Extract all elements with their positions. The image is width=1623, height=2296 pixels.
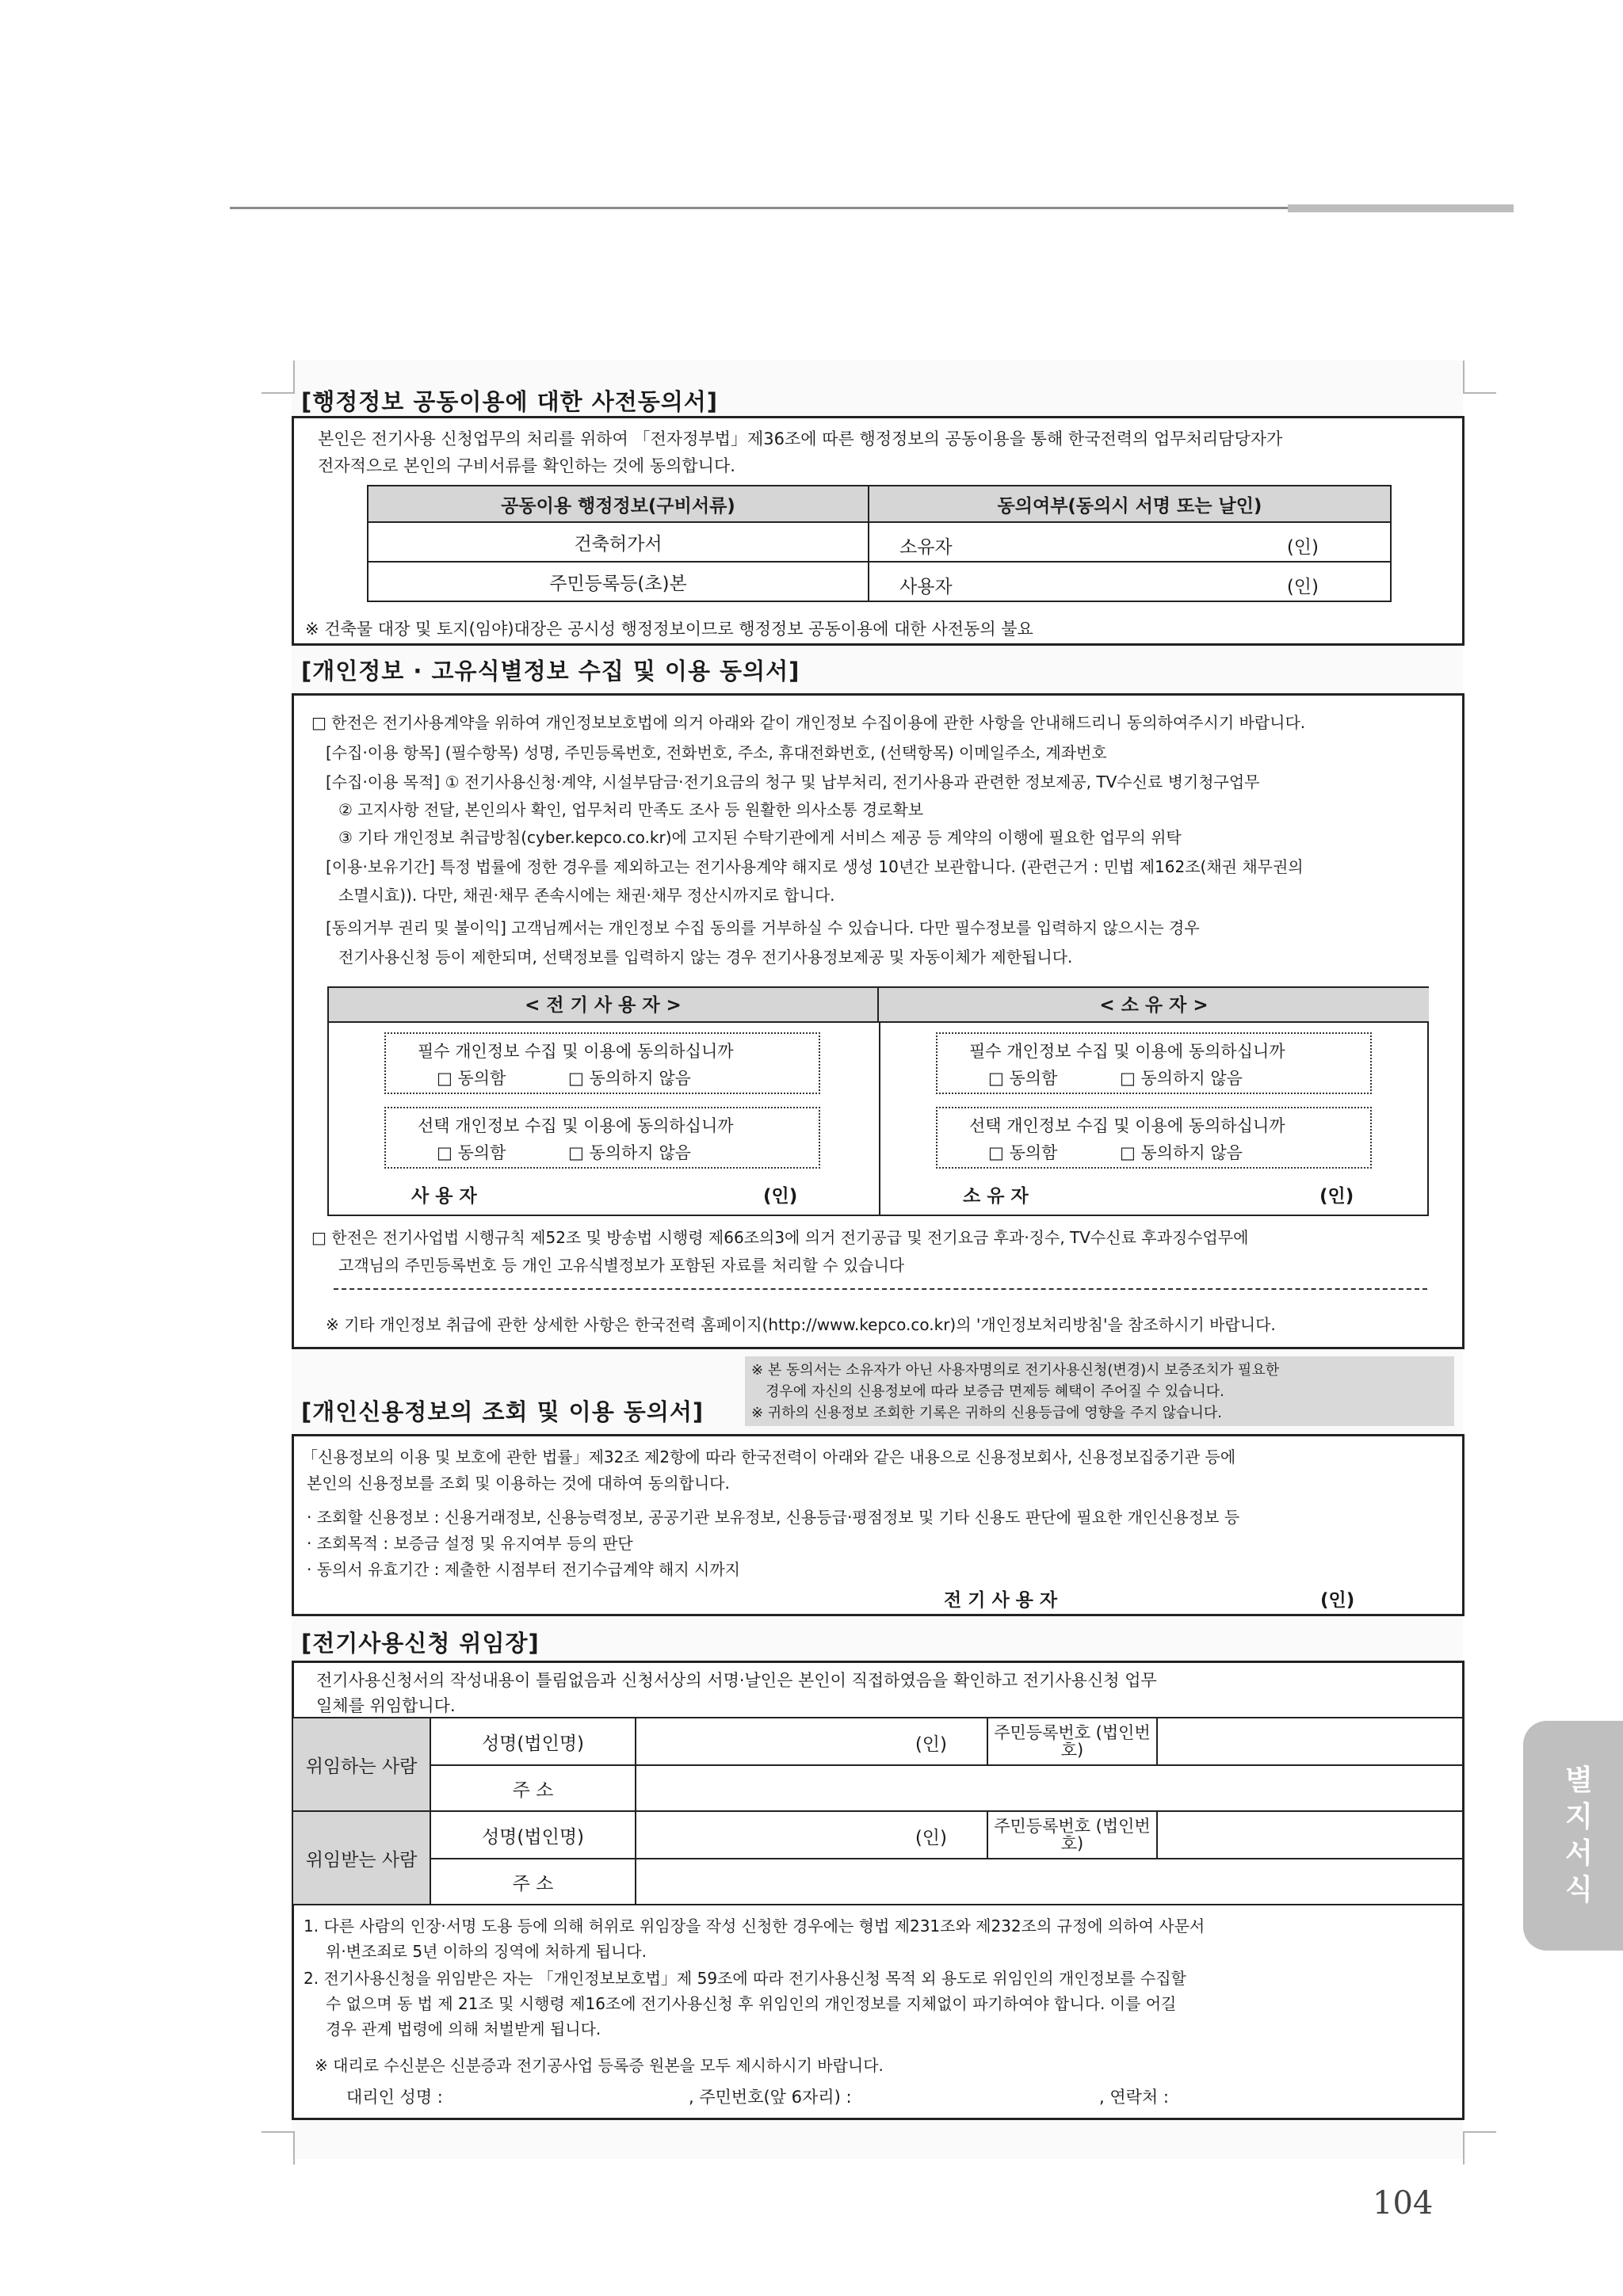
seal-field[interactable]: (인): [763, 1186, 798, 1207]
power-of-attorney-box: [292, 1661, 1465, 2120]
disagree-checkbox[interactable]: □ 동의하지 않음: [1120, 1069, 1243, 1088]
personal-info-box: [292, 693, 1465, 1349]
credit-signer-label: 전 기 사 용 자: [944, 1590, 1058, 1611]
attorney-table: [292, 1717, 1465, 1905]
crop-mark: [1463, 360, 1496, 394]
column-header-user: < 전 기 사 용 자 >: [329, 988, 879, 1023]
delegator-id-field[interactable]: [1157, 1718, 1464, 1765]
attorney-intro: 일체를 위임합니다.: [316, 1696, 456, 1715]
crop-mark: [262, 360, 295, 394]
delegatee-name-field[interactable]: [636, 1811, 987, 1859]
consent-text: 고객님의 주민등록번호 등 개인 고유식별정보가 포함된 자료를 처리할 수 있습니다: [338, 1256, 905, 1275]
delegatee-label: 위임받는 사람: [292, 1811, 430, 1905]
agent-name-label: 대리인 성명 :: [346, 2088, 443, 2107]
consent-text: □ 한전은 전기사용계약을 위하여 개인정보보호법에 의거 아래와 같이 개인정보 수집이용에 관한 사항을 안내해드리니 동의하여주시기 바랍니다.: [311, 713, 1306, 732]
admin-info-note: ※ 건축물 대장 및 토지(임야)대장은 공시성 행정정보이므로 행정정보 공동이용에 대한 사전동의 불요: [305, 620, 1033, 639]
owner-optional-consent: [936, 1107, 1372, 1169]
divider: [334, 1288, 1427, 1290]
disagree-checkbox[interactable]: □ 동의하지 않음: [568, 1143, 691, 1162]
consent-text: [동의거부 권리 및 불이익] 고객님께서는 개인정보 수집 동의를 거부하실 수 있습니다. 다만 필수정보를 입력하지 않으시는 경우: [326, 918, 1200, 937]
table-row: [368, 562, 1391, 601]
agent-contact-label: , 연락처 :: [1099, 2088, 1169, 2107]
delegator-name-field[interactable]: [636, 1718, 987, 1765]
consent-text: □ 한전은 전기사업법 시행규칙 제52조 및 방송법 시행령 제66조의3에 의거 전기공급 및 전기요금 후과·징수, TV수신료 후과징수업무에: [311, 1228, 1249, 1247]
section-title-personal-info: [개인정보 · 고유식별정보 수집 및 이용 동의서]: [301, 658, 800, 685]
agent-id-label: , 주민번호(앞 6자리) :: [689, 2088, 852, 2107]
table-cell: 소유자: [899, 537, 953, 558]
table-row: [368, 522, 1391, 562]
user-required-consent: [384, 1032, 820, 1094]
delegator-label: 위임하는 사람: [292, 1718, 430, 1811]
agree-checkbox[interactable]: □ 동의함: [988, 1069, 1058, 1088]
id-label: 주민등록번호 (법인번호): [987, 1811, 1157, 1859]
table-cell: 건축허가서: [368, 522, 869, 562]
seal-field[interactable]: (인): [915, 1828, 947, 1848]
attorney-note: 수 없으며 동 법 제 21조 및 시행령 제16조에 전기사용신청 후 위임인의 개인정보를 지체없이 파기하여야 합니다. 이를 어길: [326, 1994, 1177, 2013]
credit-text: · 조회목적 : 보증금 설정 및 유지여부 등의 판단: [307, 1534, 633, 1553]
admin-info-text: 본인은 전기사용 신청업무의 처리를 위하여 「전자정부법」제36조에 따른 행정정보의 공동이용을 통해 한국전력의 업무처리담당자가: [318, 429, 1283, 448]
admin-info-table: [367, 485, 1392, 602]
optional-question: 선택 개인정보 수집 및 이용에 동의하십니까: [418, 1116, 734, 1135]
table-cell: 사용자: [899, 577, 953, 597]
attorney-note: 1. 다른 사람의 인장·서명 도용 등에 의해 허위로 위임장을 작성 신청한 경우에는 형법 제231조와 제232조의 규정에 의하여 사문서: [304, 1917, 1205, 1936]
side-tab-label: 별지서식: [1565, 1764, 1593, 1906]
page-number: 104: [1373, 2185, 1434, 2222]
consent-text: [수집·이용 목적] ① 전기사용신청·계약, 시설부담금·전기요금의 청구 및 납부처리, 전기사용과 관련한 정보제공, TV수신료 병기청구업무: [326, 772, 1260, 791]
name-label: 성명(법인명): [430, 1811, 636, 1859]
credit-text: 본인의 신용정보를 조회 및 이용하는 것에 대하여 동의합니다.: [307, 1474, 730, 1493]
seal-field[interactable]: (인): [915, 1734, 947, 1755]
agree-checkbox[interactable]: □ 동의함: [437, 1069, 506, 1088]
seal-field[interactable]: (인): [1319, 1186, 1354, 1207]
seal-field[interactable]: (인): [1286, 537, 1319, 558]
name-label: 성명(법인명): [430, 1718, 636, 1765]
disagree-checkbox[interactable]: □ 동의하지 않음: [1120, 1143, 1243, 1162]
id-label: 주민등록번호 (법인번호): [987, 1718, 1157, 1765]
consent-text: ③ 기타 개인정보 취급방침(cyber.kepco.co.kr)에 고지된 수탁기관에게 서비스 제공 등 계약의 이행에 필요한 업무의 위탁: [338, 828, 1182, 847]
agent-note: ※ 대리로 수신분은 신분증과 전기공사업 등록증 원본을 모두 제시하시기 바랍니다.: [315, 2056, 884, 2075]
delegator-address-field[interactable]: [636, 1765, 1464, 1811]
crop-mark: [1463, 2131, 1496, 2164]
user-optional-consent: [384, 1107, 820, 1169]
user-signature-label: 사 용 자: [411, 1186, 477, 1207]
delegatee-address-field[interactable]: [636, 1859, 1464, 1905]
attorney-note: 위·변조죄로 5년 이하의 징역에 처하게 됩니다.: [326, 1942, 647, 1961]
attorney-intro: 전기사용신청서의 작성내용이 틀림없음과 신청서상의 서명·날인은 본인이 직접하였음을 확인하고 전기사용신청 업무: [316, 1671, 1157, 1690]
consent-text: 소멸시효)). 다만, 채권·채무 존속시에는 채권·채무 정산시까지로 합니다.: [338, 886, 835, 905]
required-question: 필수 개인정보 수집 및 이용에 동의하십니까: [969, 1042, 1285, 1061]
seal-field[interactable]: (인): [1286, 577, 1319, 597]
section-title-credit-info: [개인신용정보의 조회 및 이용 동의서]: [301, 1398, 705, 1425]
credit-text: 「신용정보의 이용 및 보호에 관한 법률」제32조 제2항에 따라 한국전력이 아래와 같은 내용으로 신용정보회사, 신용정보집중기관 등에: [302, 1447, 1236, 1466]
disagree-checkbox[interactable]: □ 동의하지 않음: [568, 1069, 691, 1088]
optional-question: 선택 개인정보 수집 및 이용에 동의하십니까: [969, 1116, 1285, 1135]
consent-note: ※ 기타 개인정보 취급에 관한 상세한 사항은 한국전력 홈페이지(http://www.kepco.co.kr)의 '개인정보처리방침'을 참조하시기 바랍니다.: [326, 1315, 1276, 1334]
credit-info-box: [292, 1434, 1465, 1616]
required-question: 필수 개인정보 수집 및 이용에 동의하십니까: [418, 1042, 734, 1061]
section-title-admin-info: [행정정보 공동이용에 대한 사전동의서]: [301, 388, 719, 415]
grid-divider: [879, 1023, 880, 1216]
address-label: 주 소: [430, 1765, 636, 1811]
attorney-note: 2. 전기사용신청을 위임받은 자는 「개인정보보호법」제 59조에 따라 전기사용신청 목적 외 용도로 위임인의 개인정보를 수집할: [304, 1969, 1186, 1988]
owner-required-consent: [936, 1032, 1372, 1094]
consent-text: ② 고지사항 전달, 본인의사 확인, 업무처리 만족도 조사 등 원활한 의사소통 경로확보: [338, 800, 924, 819]
section-title-power-of-attorney: [전기사용신청 위임장]: [301, 1630, 540, 1657]
table-header: 동의여부(동의시 서명 또는 날인): [869, 486, 1391, 522]
credit-info-grey-note: [745, 1356, 1454, 1426]
consent-text: 전기사용신청 등이 제한되며, 선택정보를 입력하지 않는 경우 전기사용정보제공 및 자동이체가 제한됩니다.: [338, 948, 1073, 967]
credit-text: · 조회할 신용정보 : 신용거래정보, 신용능력정보, 공공기관 보유정보, 신용등급·평점정보 및 기타 신용도 판단에 필요한 개인신용정보 등: [307, 1508, 1240, 1527]
delegatee-id-field[interactable]: [1157, 1811, 1464, 1859]
crop-mark: [262, 2131, 295, 2164]
consent-text: [이용·보유기간] 특정 법률에 정한 경우를 제외하고는 전기사용계약 해지로 생성 10년간 보관합니다. (관련근거 : 민법 제162조(채권 채무권의: [326, 857, 1304, 876]
owner-signature-label: 소 유 자: [963, 1186, 1029, 1207]
seal-field[interactable]: (인): [1320, 1590, 1355, 1611]
header-rule-accent: [1288, 204, 1514, 212]
admin-info-box: [292, 416, 1465, 646]
admin-info-text: 전자적으로 본인의 구비서류를 확인하는 것에 동의합니다.: [318, 456, 735, 475]
table-cell: 주민등록등(초)본: [368, 562, 869, 601]
consent-grid: [327, 986, 1429, 1216]
column-header-owner: < 소 유 자 >: [879, 988, 1429, 1023]
consent-text: [수집·이용 항목] (필수항목) 성명, 주민등록번호, 전화번호, 주소, 휴대전화번호, (선택항목) 이메일주소, 계좌번호: [326, 743, 1107, 762]
note-line: 경우에 자신의 신용정보에 따라 보증금 면제등 혜택이 주어질 수 있습니다.: [766, 1383, 1224, 1400]
agree-checkbox[interactable]: □ 동의함: [988, 1143, 1058, 1162]
note-line: ※ 귀하의 신용정보 조회한 기록은 귀하의 신용등급에 영향을 주지 않습니다.: [751, 1405, 1222, 1421]
attorney-note: 경우 관계 법령에 의해 처벌받게 됩니다.: [326, 2019, 601, 2039]
agree-checkbox[interactable]: □ 동의함: [437, 1143, 506, 1162]
note-line: ※ 본 동의서는 소유자가 아닌 사용자명의로 전기사용신청(변경)시 보증조치가 필요한: [751, 1362, 1280, 1379]
credit-text: · 동의서 유효기간 : 제출한 시점부터 전기수급계약 해지 시까지: [307, 1560, 740, 1579]
table-header: 공동이용 행정정보(구비서류): [368, 486, 869, 522]
address-label: 주 소: [430, 1859, 636, 1905]
